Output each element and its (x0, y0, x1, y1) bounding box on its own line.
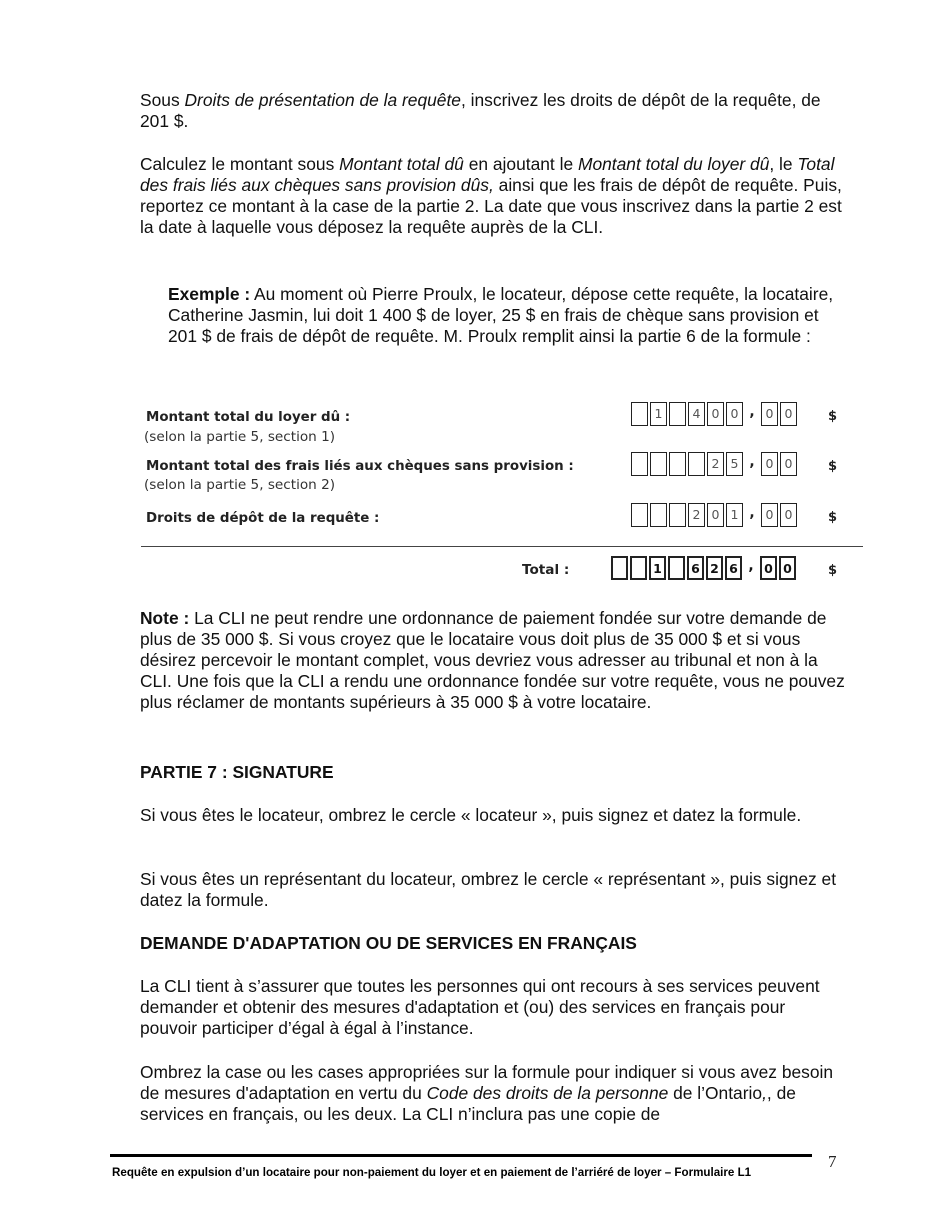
digit-box: 0 (761, 503, 778, 527)
adaptation-paragraph-2: Ombrez la case ou les cases appropriées sur la formule pour indiquer si vous avez besoin de mesures d'adaptation en vertu du Code des droits de la personne de l’Ontario,, de services en français, ou les deux. La CLI n’inclura pas une copie de (140, 1062, 834, 1124)
digit-box: 6 (687, 556, 704, 580)
digit-box: 0 (780, 452, 797, 476)
digit-boxes-rent-total (631, 402, 799, 426)
digit-box: 0 (761, 402, 778, 426)
part7-paragraph-landlord: Si vous êtes le locateur, ombrez le cercle « locateur », puis signez et datez la formule. (140, 805, 802, 825)
paragraph-filing-fee: Sous Droits de présentation de la requête, inscrivez les droits de dépôt de la requête, de 201 $. (140, 90, 821, 131)
decimal-separator: , (749, 404, 755, 420)
currency-symbol: $ (828, 563, 838, 578)
digit-box (669, 452, 686, 476)
digit-box: 0 (707, 402, 724, 426)
digit-box (611, 556, 628, 580)
example-paragraph: Exemple : Au moment où Pierre Proulx, le locateur, dépose cette requête, la locataire, Catherine Jasmin, lui doit 1 400 $ de loyer, 25 $ en frais de chèque sans provision et 201 $ de frais de dépôt de requête. M. Proulx remplit ainsi la partie 6 de la formule : (168, 284, 834, 346)
adaptation-paragraph-1: La CLI tient à s’assurer que toutes les personnes qui ont recours à ses services peuvent demander et obtenir des mesures d'adaptation et (ou) des services en français pour pouvoir participer d’égal à égal à l’instance. (140, 976, 820, 1038)
currency-symbol: $ (828, 409, 838, 424)
part7-paragraph-representative: Si vous êtes un représentant du locateur, ombrez le cercle « représentant », puis signez et datez la formule. (140, 869, 837, 910)
digit-boxes-total (611, 556, 798, 580)
footer-rule (110, 1154, 812, 1157)
decimal-separator: , (748, 558, 754, 574)
digit-box: 2 (706, 556, 723, 580)
digit-box: 5 (726, 452, 743, 476)
form-label-nsf-fees: Montant total des frais liés aux chèques sans provision : (146, 459, 574, 474)
digit-box: 0 (779, 556, 796, 580)
form-label-filing-fee: Droits de dépôt de la requête : (146, 511, 380, 526)
digit-box (631, 402, 648, 426)
form-sub-nsf-fees: (selon la partie 5, section 2) (144, 477, 336, 493)
digit-box (688, 452, 705, 476)
form-divider (141, 546, 863, 547)
digit-box (668, 556, 685, 580)
digit-box: 1 (650, 402, 667, 426)
digit-box (650, 452, 667, 476)
digit-box: 0 (761, 452, 778, 476)
page-number: 7 (828, 1152, 837, 1171)
digit-box (631, 452, 648, 476)
form-label-total: Total : (522, 562, 570, 578)
decimal-separator: , (749, 454, 755, 470)
digit-box: 4 (688, 402, 705, 426)
note-paragraph: Note : La CLI ne peut rendre une ordonnance de paiement fondée sur votre demande de plus de 35 000 $. Si vous croyez que le locataire vous doit plus de 35 000 $ et si vous désirez percevoir le montant complet, vous devriez vous adresser au tribunal et non à la CLI. Une fois que la CLI a rendu une ordonnance fondée sur votre requête, vous ne pouvez plus réclamer de montants supérieurs à 35 000 $ à votre locataire. (140, 608, 845, 712)
digit-box (650, 503, 667, 527)
currency-symbol: $ (828, 510, 838, 525)
digit-boxes-nsf-fees (631, 452, 799, 476)
digit-box: 1 (726, 503, 743, 527)
footer-title: Requête en expulsion d’un locataire pour non-paiement du loyer et en paiement de l’arriéré de loyer – Formulaire L1 (112, 1166, 752, 1179)
form-sub-rent-total: (selon la partie 5, section 1) (144, 429, 336, 445)
form-label-rent-total: Montant total du loyer dû : (146, 410, 351, 425)
digit-box: 0 (760, 556, 777, 580)
digit-box: 2 (707, 452, 724, 476)
digit-box: 0 (726, 402, 743, 426)
part7-heading: PARTIE 7 : SIGNATURE (140, 762, 334, 782)
adaptation-heading: DEMANDE D'ADAPTATION OU DE SERVICES EN FRANÇAIS (140, 933, 637, 953)
currency-symbol: $ (828, 459, 838, 474)
digit-box: 0 (707, 503, 724, 527)
digit-box: 0 (780, 402, 797, 426)
digit-box (630, 556, 647, 580)
digit-box: 0 (780, 503, 797, 527)
digit-boxes-filing-fee (631, 503, 799, 527)
digit-box (669, 402, 686, 426)
decimal-separator: , (749, 505, 755, 521)
digit-box (631, 503, 648, 527)
digit-box: 2 (688, 503, 705, 527)
digit-box: 1 (649, 556, 666, 580)
digit-box: 6 (725, 556, 742, 580)
paragraph-total-amount: Calculez le montant sous Montant total dû en ajoutant le Montant total du loyer dû, le Total des frais liés aux chèques sans provision dûs, ainsi que les frais de dépôt de requête. Puis, reportez ce montant à la case de la partie 2. La date que vous inscrivez dans la partie 2 est la date à laquelle vous déposez la requête auprès de la CLI. (140, 154, 842, 237)
digit-box (669, 503, 686, 527)
